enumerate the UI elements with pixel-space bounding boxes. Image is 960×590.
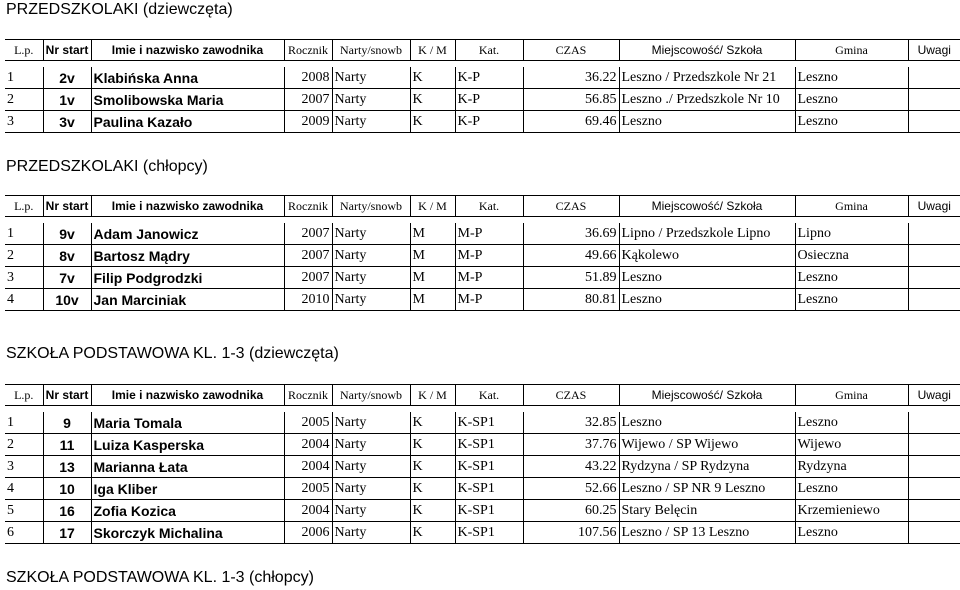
- column-header-gmina: Gmina: [795, 385, 908, 406]
- cell-gmina: Leszno: [795, 111, 908, 133]
- cell-gmina: Leszno: [795, 289, 908, 311]
- cell-gmina: Krzemieniewo: [795, 500, 908, 522]
- cell-year: 2005: [284, 478, 332, 500]
- cell-time: 52.66: [523, 478, 619, 500]
- cell-school: Leszno: [619, 412, 795, 434]
- cell-type: Narty: [332, 289, 410, 311]
- cell-type: Narty: [332, 223, 410, 245]
- cell-notes: [908, 267, 960, 289]
- cell-gmina: Leszno: [795, 89, 908, 111]
- cell-school: Leszno: [619, 111, 795, 133]
- cell-nr: 10: [43, 478, 91, 500]
- cell-nr: 10v: [43, 289, 91, 311]
- cell-type: Narty: [332, 500, 410, 522]
- cell-school: Lipno / Przedszkole Lipno: [619, 223, 795, 245]
- cell-notes: [908, 500, 960, 522]
- cell-lp: 1: [5, 67, 43, 89]
- cell-school: Leszno / SP 13 Leszno: [619, 522, 795, 544]
- cell-notes: [908, 289, 960, 311]
- cell-time: 60.25: [523, 500, 619, 522]
- cell-cat: K-SP1: [455, 412, 523, 434]
- cell-name: Klabińska Anna: [91, 67, 284, 89]
- table-row: [5, 289, 960, 311]
- table-row: [5, 478, 960, 500]
- cell-year: 2007: [284, 89, 332, 111]
- cell-time: 43.22: [523, 456, 619, 478]
- cell-year: 2010: [284, 289, 332, 311]
- cell-notes: [908, 456, 960, 478]
- cell-gmina: Rydzyna: [795, 456, 908, 478]
- cell-time: 32.85: [523, 412, 619, 434]
- cell-year: 2007: [284, 223, 332, 245]
- cell-school: Leszno / Przedszkole Nr 21: [619, 67, 795, 89]
- cell-type: Narty: [332, 434, 410, 456]
- cell-lp: 5: [5, 500, 43, 522]
- section-title-szkola-podstawowa-dziewczeta: SZKOŁA PODSTAWOWA KL. 1-3 (dziewczęta): [6, 345, 339, 362]
- cell-type: Narty: [332, 267, 410, 289]
- table-header-row: [5, 196, 960, 217]
- cell-year: 2007: [284, 267, 332, 289]
- cell-sex: K: [410, 111, 455, 133]
- cell-name: Adam Janowicz: [91, 223, 284, 245]
- cell-name: Zofia Kozica: [91, 500, 284, 522]
- cell-lp: 3: [5, 267, 43, 289]
- cell-school: Wijewo / SP Wijewo: [619, 434, 795, 456]
- column-header-year: Rocznik: [284, 385, 332, 406]
- column-header-nr: Nr start: [43, 40, 91, 61]
- cell-time: 69.46: [523, 111, 619, 133]
- column-header-notes: Uwagi: [908, 40, 960, 61]
- cell-gmina: Leszno: [795, 267, 908, 289]
- table-row: [5, 434, 960, 456]
- column-header-time: CZAS: [523, 385, 619, 406]
- cell-cat: K-P: [455, 111, 523, 133]
- cell-school: Leszno: [619, 289, 795, 311]
- column-header-type: Narty/snowb: [332, 385, 410, 406]
- cell-nr: 9: [43, 412, 91, 434]
- column-header-nr: Nr start: [43, 196, 91, 217]
- column-header-type: Narty/snowb: [332, 40, 410, 61]
- cell-type: Narty: [332, 522, 410, 544]
- cell-year: 2007: [284, 245, 332, 267]
- column-header-lp: L.p.: [5, 40, 43, 61]
- column-header-notes: Uwagi: [908, 385, 960, 406]
- section-title-przedszkolaki-dziewczeta: PRZEDSZKOLAKI (dziewczęta): [6, 1, 233, 18]
- cell-time: 80.81: [523, 289, 619, 311]
- table-row: [5, 245, 960, 267]
- column-header-lp: L.p.: [5, 196, 43, 217]
- cell-sex: M: [410, 267, 455, 289]
- column-header-gmina: Gmina: [795, 196, 908, 217]
- results-table-szkola-podstawowa-dziewczeta: [5, 384, 960, 544]
- cell-cat: K-SP1: [455, 522, 523, 544]
- cell-sex: M: [410, 245, 455, 267]
- table-row: [5, 89, 960, 111]
- cell-notes: [908, 111, 960, 133]
- cell-nr: 8v: [43, 245, 91, 267]
- cell-nr: 17: [43, 522, 91, 544]
- cell-school: Stary Belęcin: [619, 500, 795, 522]
- table-row: [5, 522, 960, 544]
- section-title-szkola-podstawowa-chlopcy: SZKOŁA PODSTAWOWA KL. 1-3 (chłopcy): [6, 569, 314, 586]
- table-row: [5, 267, 960, 289]
- cell-type: Narty: [332, 456, 410, 478]
- cell-sex: K: [410, 478, 455, 500]
- column-header-gmina: Gmina: [795, 40, 908, 61]
- column-header-cat: Kat.: [455, 40, 523, 61]
- results-table-przedszkolaki-chlopcy: [5, 195, 960, 311]
- cell-gmina: Leszno: [795, 478, 908, 500]
- column-header-school: Miejscowość/ Szkoła: [619, 385, 795, 406]
- cell-time: 37.76: [523, 434, 619, 456]
- cell-lp: 3: [5, 111, 43, 133]
- cell-lp: 2: [5, 245, 43, 267]
- cell-gmina: Wijewo: [795, 434, 908, 456]
- cell-name: Paulina Kazało: [91, 111, 284, 133]
- cell-notes: [908, 223, 960, 245]
- cell-year: 2004: [284, 434, 332, 456]
- cell-name: Jan Marciniak: [91, 289, 284, 311]
- cell-time: 51.89: [523, 267, 619, 289]
- cell-cat: K-SP1: [455, 500, 523, 522]
- cell-sex: K: [410, 522, 455, 544]
- cell-year: 2006: [284, 522, 332, 544]
- cell-cat: M-P: [455, 223, 523, 245]
- cell-cat: M-P: [455, 289, 523, 311]
- cell-lp: 1: [5, 412, 43, 434]
- cell-year: 2005: [284, 412, 332, 434]
- cell-time: 56.85: [523, 89, 619, 111]
- cell-name: Luiza Kasperska: [91, 434, 284, 456]
- column-header-school: Miejscowość/ Szkoła: [619, 40, 795, 61]
- column-header-year: Rocznik: [284, 40, 332, 61]
- cell-lp: 3: [5, 456, 43, 478]
- column-header-year: Rocznik: [284, 196, 332, 217]
- cell-school: Leszno: [619, 267, 795, 289]
- column-header-cat: Kat.: [455, 196, 523, 217]
- column-header-lp: L.p.: [5, 385, 43, 406]
- cell-type: Narty: [332, 67, 410, 89]
- results-table-przedszkolaki-dziewczeta: [5, 39, 960, 133]
- cell-notes: [908, 245, 960, 267]
- column-header-name: Imie i nazwisko zawodnika: [91, 196, 284, 217]
- cell-school: Kąkolewo: [619, 245, 795, 267]
- cell-notes: [908, 522, 960, 544]
- cell-notes: [908, 478, 960, 500]
- cell-name: Filip Podgrodzki: [91, 267, 284, 289]
- cell-year: 2004: [284, 456, 332, 478]
- cell-year: 2009: [284, 111, 332, 133]
- cell-notes: [908, 434, 960, 456]
- cell-notes: [908, 89, 960, 111]
- column-header-sex: K / M: [410, 196, 455, 217]
- cell-school: Rydzyna / SP Rydzyna: [619, 456, 795, 478]
- cell-gmina: Leszno: [795, 412, 908, 434]
- table-row: [5, 223, 960, 245]
- cell-name: Skorczyk Michalina: [91, 522, 284, 544]
- cell-type: Narty: [332, 111, 410, 133]
- cell-name: Bartosz Mądry: [91, 245, 284, 267]
- cell-year: 2008: [284, 67, 332, 89]
- cell-school: Leszno / SP NR 9 Leszno: [619, 478, 795, 500]
- cell-nr: 7v: [43, 267, 91, 289]
- cell-sex: K: [410, 456, 455, 478]
- cell-lp: 2: [5, 89, 43, 111]
- cell-time: 107.56: [523, 522, 619, 544]
- cell-time: 36.22: [523, 67, 619, 89]
- column-header-time: CZAS: [523, 40, 619, 61]
- cell-nr: 1v: [43, 89, 91, 111]
- table-row: [5, 500, 960, 522]
- table-row: [5, 412, 960, 434]
- table-row: [5, 456, 960, 478]
- cell-nr: 16: [43, 500, 91, 522]
- cell-sex: K: [410, 412, 455, 434]
- column-header-notes: Uwagi: [908, 196, 960, 217]
- cell-lp: 1: [5, 223, 43, 245]
- cell-lp: 2: [5, 434, 43, 456]
- cell-notes: [908, 412, 960, 434]
- cell-lp: 6: [5, 522, 43, 544]
- cell-cat: K-SP1: [455, 456, 523, 478]
- column-header-type: Narty/snowb: [332, 196, 410, 217]
- column-header-nr: Nr start: [43, 385, 91, 406]
- cell-name: Marianna Łata: [91, 456, 284, 478]
- cell-name: Smolibowska Maria: [91, 89, 284, 111]
- cell-nr: 13: [43, 456, 91, 478]
- cell-gmina: Leszno: [795, 522, 908, 544]
- cell-type: Narty: [332, 245, 410, 267]
- cell-sex: K: [410, 434, 455, 456]
- cell-cat: M-P: [455, 267, 523, 289]
- column-header-school: Miejscowość/ Szkoła: [619, 196, 795, 217]
- table-header-row: [5, 40, 960, 61]
- column-header-name: Imie i nazwisko zawodnika: [91, 385, 284, 406]
- cell-cat: K-P: [455, 67, 523, 89]
- cell-type: Narty: [332, 412, 410, 434]
- cell-cat: K-P: [455, 89, 523, 111]
- cell-sex: M: [410, 289, 455, 311]
- cell-year: 2004: [284, 500, 332, 522]
- section-title-przedszkolaki-chlopcy: PRZEDSZKOLAKI (chłopcy): [6, 158, 208, 175]
- cell-cat: K-SP1: [455, 434, 523, 456]
- cell-time: 49.66: [523, 245, 619, 267]
- cell-name: Iga Kliber: [91, 478, 284, 500]
- cell-gmina: Osieczna: [795, 245, 908, 267]
- cell-time: 36.69: [523, 223, 619, 245]
- cell-cat: K-SP1: [455, 478, 523, 500]
- cell-lp: 4: [5, 478, 43, 500]
- cell-name: Maria Tomala: [91, 412, 284, 434]
- cell-sex: M: [410, 223, 455, 245]
- cell-gmina: Lipno: [795, 223, 908, 245]
- cell-sex: K: [410, 500, 455, 522]
- cell-nr: 2v: [43, 67, 91, 89]
- column-header-time: CZAS: [523, 196, 619, 217]
- cell-nr: 9v: [43, 223, 91, 245]
- cell-gmina: Leszno: [795, 67, 908, 89]
- table-row: [5, 67, 960, 89]
- table-row: [5, 111, 960, 133]
- column-header-sex: K / M: [410, 40, 455, 61]
- column-header-name: Imie i nazwisko zawodnika: [91, 40, 284, 61]
- cell-notes: [908, 67, 960, 89]
- cell-lp: 4: [5, 289, 43, 311]
- cell-type: Narty: [332, 478, 410, 500]
- cell-school: Leszno ./ Przedszkole Nr 10: [619, 89, 795, 111]
- cell-nr: 11: [43, 434, 91, 456]
- column-header-cat: Kat.: [455, 385, 523, 406]
- cell-sex: K: [410, 89, 455, 111]
- cell-type: Narty: [332, 89, 410, 111]
- cell-sex: K: [410, 67, 455, 89]
- cell-nr: 3v: [43, 111, 91, 133]
- column-header-sex: K / M: [410, 385, 455, 406]
- cell-cat: M-P: [455, 245, 523, 267]
- table-header-row: [5, 385, 960, 406]
